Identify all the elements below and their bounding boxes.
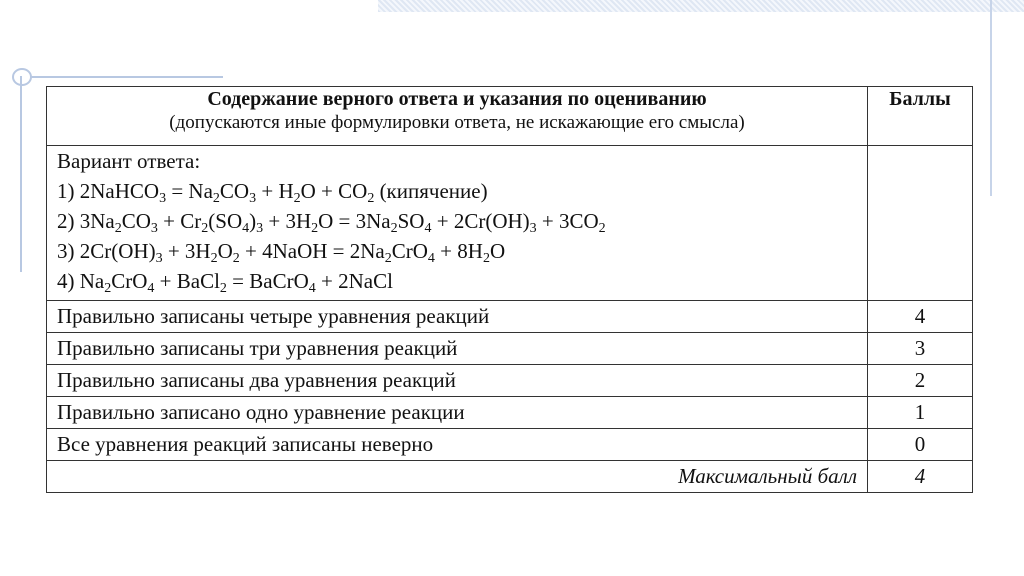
answer-title: Вариант ответа: bbox=[57, 149, 201, 173]
criterion-points: 3 bbox=[868, 333, 973, 365]
content-header-title: Содержание верного ответа и указания по оцениванию bbox=[207, 88, 707, 110]
decorative-vertical-line bbox=[990, 0, 992, 196]
criterion-points: 2 bbox=[868, 365, 973, 397]
content-header bbox=[47, 87, 868, 146]
max-score-label: Максимальный балл bbox=[47, 461, 868, 493]
score-header: Баллы bbox=[868, 87, 973, 146]
answer-score-cell bbox=[868, 146, 973, 301]
table-row bbox=[47, 429, 973, 461]
grading-table bbox=[46, 86, 973, 493]
table-row bbox=[47, 333, 973, 365]
max-score-points: 4 bbox=[868, 461, 973, 493]
table-row bbox=[47, 301, 973, 333]
answer-cell bbox=[47, 146, 868, 301]
max-score-row bbox=[47, 461, 973, 493]
criterion-text: Правильно записаны четыре уравнения реакций bbox=[47, 301, 868, 333]
equation-2: 2) $3Na_2CO_3 + Cr_2(SO_4)_3 + 3H_2O = 3Na_2SO_4 + 2Cr(OH)_3 + 3CO_2$ bbox=[57, 209, 606, 236]
criterion-points: 1 bbox=[868, 397, 973, 429]
content-header-subtitle: (допускаются иные формулировки ответа, не искажающие его смысла) bbox=[169, 112, 745, 133]
decorative-pattern-band bbox=[378, 0, 1024, 12]
decorative-curl bbox=[12, 68, 32, 86]
table-row bbox=[47, 397, 973, 429]
table-header-row bbox=[47, 87, 973, 146]
criterion-text: Все уравнения реакций записаны неверно bbox=[47, 429, 868, 461]
criterion-points: 0 bbox=[868, 429, 973, 461]
equation-3: 3) $2Cr(OH)_3 + 3H_2O_2$ + 4NaOH = $2Na_2CrO_4 + 8H_2O$ bbox=[57, 239, 506, 266]
decorative-vertical-line bbox=[20, 76, 22, 272]
criterion-points: 4 bbox=[868, 301, 973, 333]
answer-row bbox=[47, 146, 973, 301]
decorative-horizontal-line bbox=[30, 76, 223, 78]
equation-1: 1) 2NaHCO$_3$ = $Na_2CO_3 + H_2O + CO_2$ (кипячение) bbox=[57, 179, 488, 206]
criterion-text: Правильно записаны два уравнения реакций bbox=[47, 365, 868, 397]
equation-4: 4) $Na_2CrO_4$ + BaCl$_2$ = BaCrO$_4$ + 2NaCl bbox=[57, 269, 393, 296]
criterion-text: Правильно записаны три уравнения реакций bbox=[47, 333, 868, 365]
criterion-text: Правильно записано одно уравнение реакции bbox=[47, 397, 868, 429]
table-row bbox=[47, 365, 973, 397]
